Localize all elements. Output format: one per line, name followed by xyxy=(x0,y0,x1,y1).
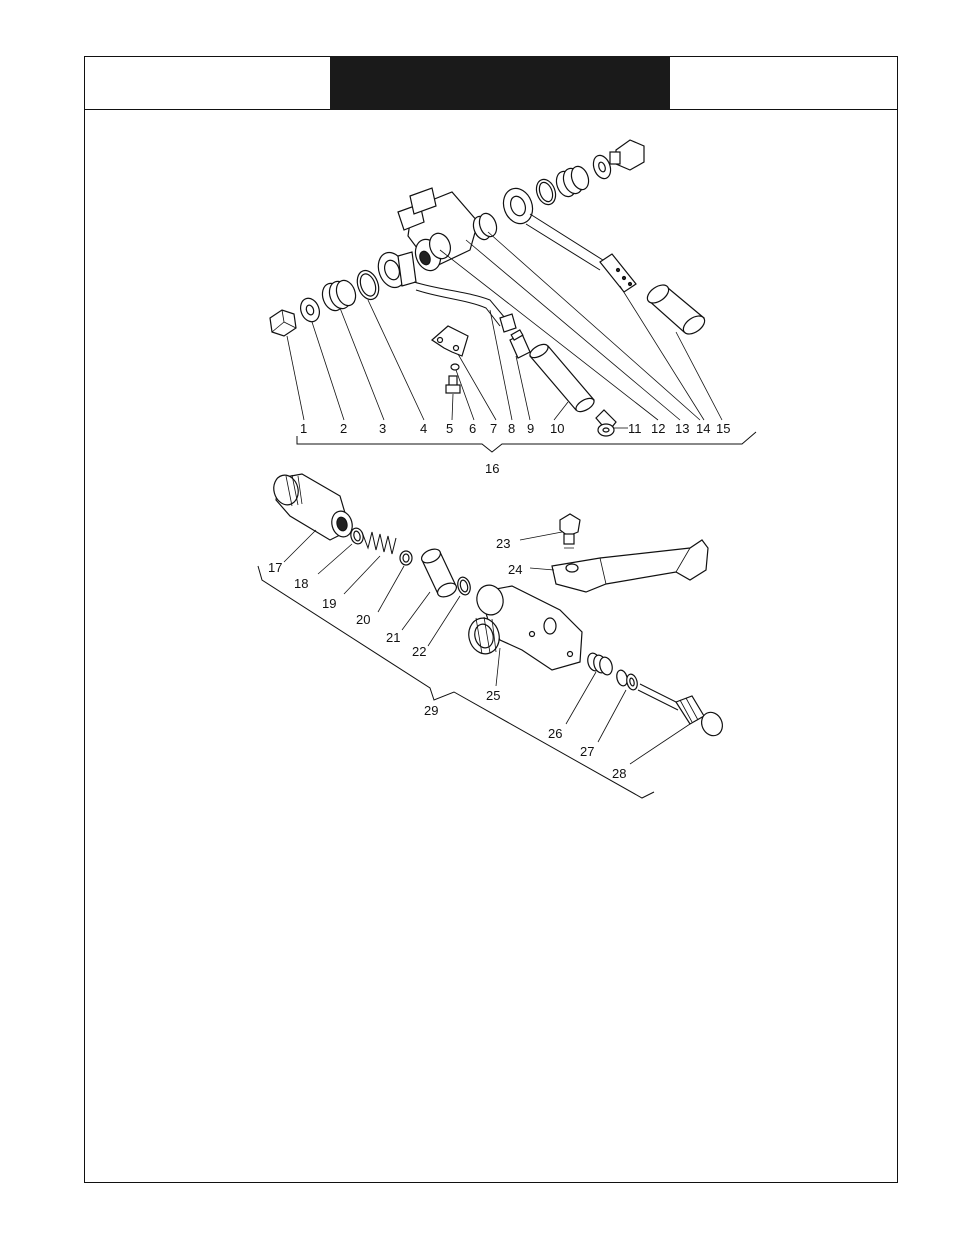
upper-assembly xyxy=(270,140,756,476)
part-22-ring xyxy=(456,576,472,596)
callout-28: 28 xyxy=(612,766,627,781)
part-14-banjo-rod xyxy=(499,184,636,292)
part-13-spring xyxy=(470,211,499,242)
callout-5: 5 xyxy=(446,421,454,436)
assembly-label-29: 29 xyxy=(424,703,439,718)
callout-19: 19 xyxy=(322,596,337,611)
callout-14: 14 xyxy=(696,421,711,436)
upper-right-hex-plug xyxy=(610,140,644,170)
callout-20: 20 xyxy=(356,612,371,627)
callout-26: 26 xyxy=(548,726,563,741)
callout-11: 11 xyxy=(628,421,642,436)
callout-7: 7 xyxy=(490,421,498,436)
callout-4: 4 xyxy=(420,421,428,436)
callout-22: 22 xyxy=(412,644,427,659)
callout-23: 23 xyxy=(496,536,511,551)
part-27-washer xyxy=(615,669,639,691)
part-26-spring xyxy=(586,652,614,676)
part-2-washer xyxy=(297,296,322,325)
callout-3: 3 xyxy=(379,421,387,436)
part-10-sleeve xyxy=(528,342,596,415)
part-25-housing xyxy=(465,582,582,670)
callout-13: 13 xyxy=(675,421,690,436)
part-11-socket-screw xyxy=(596,410,616,436)
callout-17: 17 xyxy=(268,560,283,575)
upper-right-o-ring xyxy=(533,177,559,208)
lower-assembly xyxy=(258,472,726,798)
part-1-hex-plug xyxy=(270,310,296,336)
callout-8: 8 xyxy=(508,421,516,436)
upper-callouts xyxy=(300,421,730,436)
callout-15: 15 xyxy=(716,421,731,436)
callout-21: 21 xyxy=(386,630,401,645)
part-7-bracket xyxy=(432,326,468,356)
callout-12: 12 xyxy=(651,421,666,436)
callout-18: 18 xyxy=(294,576,309,591)
callout-6: 6 xyxy=(469,421,477,436)
callout-2: 2 xyxy=(340,421,348,436)
part-17-adapter xyxy=(271,472,355,540)
part-28-plunger xyxy=(638,684,726,739)
assembly-label-16: 16 xyxy=(485,461,500,476)
lower-assembly-bracket xyxy=(258,566,654,798)
part-20-ball-seat xyxy=(400,551,412,565)
part-21-sleeve xyxy=(419,546,458,599)
part-23-bolt xyxy=(560,514,580,548)
part-6-lock-washer xyxy=(451,364,459,370)
part-24-lever xyxy=(552,540,708,592)
callout-9: 9 xyxy=(527,421,535,436)
part-19-spring xyxy=(362,532,396,554)
callout-27: 27 xyxy=(580,744,595,759)
part-9-fitting xyxy=(510,330,530,358)
upper-right-spring xyxy=(553,164,592,199)
callout-25: 25 xyxy=(486,688,501,703)
part-15-sleeve xyxy=(644,281,708,337)
callout-24: 24 xyxy=(508,562,523,577)
part-5-screw xyxy=(446,376,460,393)
part-4-o-ring xyxy=(353,267,382,302)
callout-10: 10 xyxy=(550,421,565,436)
callout-1: 1 xyxy=(300,421,308,436)
part-3-spring xyxy=(319,278,359,314)
